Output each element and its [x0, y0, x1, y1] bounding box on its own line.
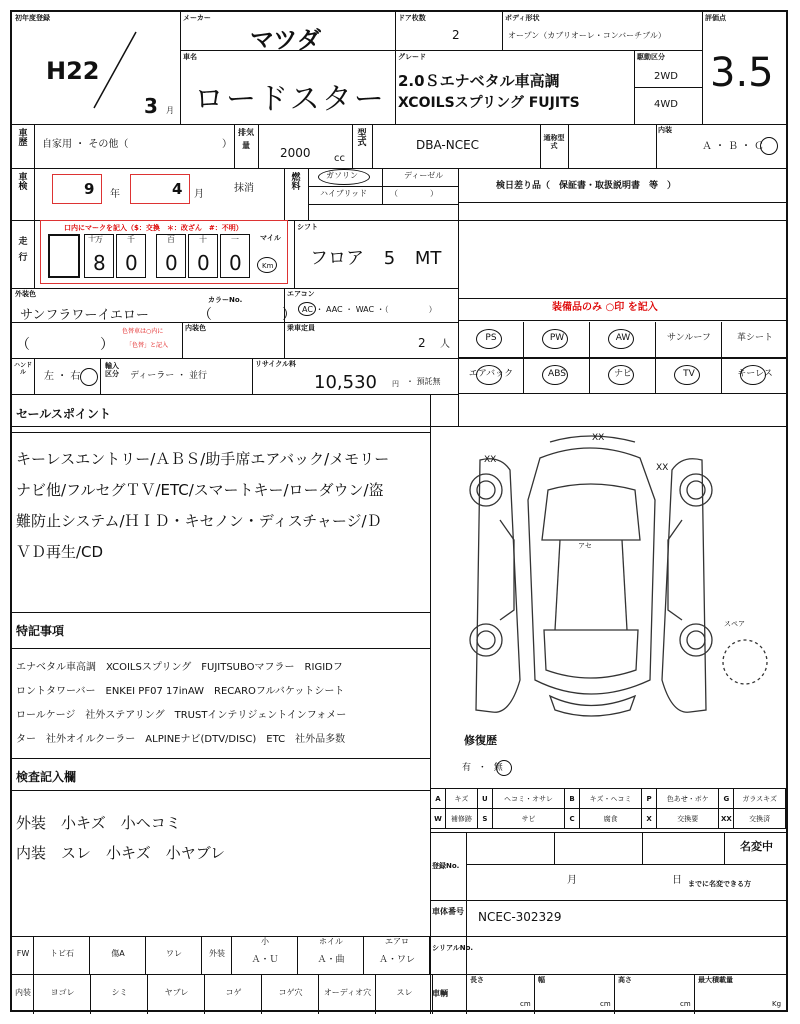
damage-mark: XX	[484, 455, 497, 465]
handle-value: 左 ・ 右	[44, 371, 81, 382]
fw-item-text: トビ石	[50, 949, 74, 958]
equipment-circle	[608, 365, 634, 385]
odometer-cell	[116, 234, 146, 278]
drive-label: 駆動区分	[637, 53, 665, 61]
equipment-label: PS	[485, 333, 497, 343]
legend-code: A	[431, 789, 446, 809]
sales-point-label: セールスポイント	[16, 407, 111, 421]
displacement-label: 排気量	[238, 128, 254, 150]
shift-label: シフト	[297, 223, 318, 231]
legend-desc: キズ	[446, 789, 478, 809]
fuel-label: 燃料	[291, 173, 301, 192]
outer-opt-head: エアロ	[385, 937, 409, 946]
equipment-label: サンルーフ	[667, 333, 711, 343]
outer-opt: Ａ・曲	[317, 955, 345, 965]
grade-label: グレード	[398, 53, 426, 61]
legend-desc: ヘコミ・オサレ	[492, 789, 564, 809]
equipment-label: キーレス	[737, 369, 773, 379]
doors-label: ドア枚数	[398, 14, 426, 22]
odometer-digit: 0	[125, 251, 138, 275]
body-value: オープン（カブリオーレ・コンバーチブル）	[508, 31, 666, 40]
odometer-digit: 0	[197, 251, 210, 275]
odometer-cell	[156, 234, 186, 278]
inner-item	[91, 974, 148, 1014]
insp-year: 9	[84, 180, 95, 198]
outer-opt: Ａ・Ｕ	[251, 955, 279, 965]
included-docs: 検日差り品（ 保証書・取扱説明書 等 ）	[496, 181, 677, 191]
first-reg-year: H22	[46, 57, 100, 85]
fw-item-text: 傷A	[111, 949, 125, 958]
registration-month-unit: 月	[567, 875, 577, 886]
max-load-label: 最大積載量	[698, 976, 733, 984]
grade-line2: XCOILSスプリング FUJITS	[398, 95, 580, 111]
equipment-cell	[722, 358, 788, 394]
legend-desc: 交換要	[657, 809, 719, 829]
legend-code: B	[565, 789, 580, 809]
max-load-unit: Kg	[772, 1000, 782, 1008]
outer-opt-head: 小	[261, 937, 269, 946]
equipment-circle	[542, 329, 568, 349]
equipment-cell	[590, 358, 656, 394]
import-value: ディーラー ・ 並行	[130, 371, 208, 381]
seats-label: 乗車定員	[287, 324, 315, 332]
registration-day-unit: 日	[672, 875, 682, 886]
car-name-value: ロードスター	[194, 82, 386, 117]
model-label: 型式	[357, 129, 367, 148]
chassis-number: NCEC-302329	[478, 910, 562, 924]
color-change-note1: 色替車は○内に	[122, 328, 164, 335]
insp-month: 4	[172, 180, 183, 198]
common-model-label: 通称型式	[543, 134, 565, 150]
inspection-notes-label: 検査記入欄	[16, 770, 77, 784]
legend-code: G	[719, 789, 734, 809]
outer-label-text: 外装	[209, 949, 225, 958]
odometer-digit: 0	[229, 251, 242, 275]
inner-item	[376, 974, 433, 1014]
fw-item-text: ワレ	[166, 949, 182, 958]
seats-value: 2	[418, 336, 426, 350]
first-reg-month: 3	[144, 94, 158, 118]
outer-opt: Ａ・ワレ	[378, 955, 415, 965]
shift-value: フロア 5 MT	[310, 248, 442, 269]
km-circle	[257, 257, 277, 273]
equipment-circle	[740, 365, 766, 385]
repair-label: 修復歴	[464, 734, 497, 747]
serial-label: シリアルNo.	[432, 944, 474, 952]
legend-desc: ガラスキズ	[734, 789, 786, 809]
equipment-cell	[656, 358, 722, 394]
inner-item-text: シミ	[111, 988, 128, 997]
inner-item-text: コゲ	[225, 988, 242, 997]
inner-item	[262, 974, 319, 1014]
legend-desc: 色あせ・ボケ	[657, 789, 719, 809]
legend-code: S	[477, 809, 492, 829]
history-close: ）	[222, 139, 232, 150]
km-label: Km	[262, 262, 274, 270]
fuel-other: （ ）	[390, 189, 438, 198]
odometer-digit: 0	[165, 251, 178, 275]
mileage-note: 口内にマークを記入（$：交換 ＊：改ざん #：不明）	[64, 224, 243, 232]
legend-desc: 腐食	[580, 809, 642, 829]
car-name-label: 車名	[183, 53, 197, 61]
outer-opt-head: ホイル	[319, 937, 343, 946]
legend-row	[431, 809, 786, 829]
odometer-cell	[188, 234, 218, 278]
interior-c-circle	[760, 137, 778, 155]
legend-row	[431, 789, 786, 809]
inner-item-text: オーディオ穴	[323, 988, 372, 997]
equipment-circle	[542, 365, 568, 385]
special-line: ロールケージ 社外ステアリング TRUSTインテリジェントインフォメー	[16, 710, 347, 721]
fw-item	[34, 936, 90, 974]
equipment-label: AW	[615, 333, 631, 343]
inner-item	[34, 974, 91, 1014]
legend-desc: サビ	[492, 809, 564, 829]
spare-label: スペア	[724, 620, 745, 628]
recycle-status: ・ 預託無	[406, 377, 441, 386]
fuel-hybrid: ハイブリッド	[320, 189, 368, 198]
legend-desc: キズ・ヘコミ	[580, 789, 642, 809]
name-change: 名変中	[740, 840, 773, 853]
model-value: DBA-NCEC	[416, 138, 480, 152]
inspection-label: 車検	[18, 173, 28, 192]
history-label: 車歴	[18, 129, 28, 148]
sales-line: ナビ他/フルセグＴＶ/ETC/スマートキー/ローダウン/盗	[16, 481, 384, 499]
handle-right-circle	[80, 368, 98, 386]
special-line: ロントタワーバー ENKEI PF07 17inAW RECAROフルバケットシート	[16, 686, 345, 697]
history-value: 自家用 ・ その他（	[42, 139, 129, 150]
height-label: 高さ	[618, 976, 632, 984]
odometer-unit: 一	[231, 235, 239, 244]
equipment-label: 革シート	[736, 333, 773, 343]
insp-year-unit: 年	[110, 189, 120, 200]
equipment-label: PW	[549, 333, 565, 343]
outer-label	[202, 936, 232, 974]
fuel-gas-circle	[318, 169, 370, 185]
maker-value: マツダ	[250, 26, 322, 54]
length-label: 長さ	[470, 976, 484, 984]
inner-item-text: ヤブレ	[164, 988, 189, 997]
inner-label	[12, 974, 34, 1014]
odometer-unit: 千	[127, 235, 135, 244]
odometer-unit: 万	[95, 235, 103, 244]
color-change-note2: 「色替」と記入	[126, 342, 169, 349]
fw-label-text: FW	[16, 949, 30, 958]
fw-item	[146, 936, 202, 974]
inner-item	[205, 974, 262, 1014]
equipment-label: ナビ	[613, 369, 632, 379]
outer-color-label: 外装色	[15, 290, 36, 298]
insp-year-box	[52, 174, 102, 204]
first-reg-slash	[90, 30, 140, 110]
color-no-label: カラーNo.	[208, 296, 243, 304]
ac-circle	[298, 302, 316, 316]
equipment-cell	[656, 322, 722, 358]
equipment-cell	[590, 322, 656, 358]
odometer-unit: 十	[88, 234, 96, 243]
insp-month-unit: 月	[194, 189, 204, 200]
legend-code: X	[642, 809, 657, 829]
fw-label	[12, 936, 34, 974]
odometer-unit: 百	[167, 235, 175, 244]
fuel-diesel: ディーゼル	[404, 171, 444, 180]
recycle-unit: 円	[392, 380, 399, 388]
inspection-sheet	[10, 10, 788, 1012]
special-notes-text	[16, 656, 346, 752]
damage-legend	[430, 788, 786, 829]
displacement-value: 2000	[280, 146, 311, 160]
equip-header: 装備品のみ ○印 を記入	[552, 302, 658, 313]
equipment-label: ABS	[548, 369, 566, 379]
fuel-gas: ガソリン	[326, 171, 358, 180]
chassis-label: 車体番号	[432, 907, 464, 916]
legend-desc: 交換済	[734, 809, 786, 829]
handle-label: ハンドル	[14, 362, 33, 376]
legend-code: U	[477, 789, 492, 809]
diagram-note: アセ	[578, 542, 592, 550]
maker-label: メーカー	[183, 14, 211, 22]
fw-item	[90, 936, 146, 974]
inner-item-text: スレ	[396, 988, 413, 997]
width-unit: cm	[600, 1000, 611, 1008]
equipment-circle	[674, 365, 700, 385]
equipment-circle	[608, 329, 634, 349]
displacement-unit: cc	[334, 153, 345, 164]
sales-line: キーレスエントリー/ＡＢＳ/助手席エアバック/メモリー	[16, 450, 390, 468]
body-label: ボディ形状	[505, 14, 540, 22]
equipment-cell	[458, 358, 524, 394]
registration-deadline: までに名変できる方	[688, 880, 751, 888]
interior-label: 内装	[658, 126, 672, 134]
import-label: 輸入区分	[105, 362, 119, 378]
inspection-line: 外装 小キズ 小ヘコミ	[16, 814, 181, 832]
legend-code: XX	[719, 809, 734, 829]
registration-label: 登録No.	[432, 862, 460, 870]
odometer-digit: 8	[93, 251, 106, 275]
insp-erased: 抹消	[234, 183, 254, 194]
recycle-label: リサイクル料	[255, 360, 297, 368]
score-label: 評価点	[705, 14, 726, 22]
odometer-cell	[220, 234, 250, 278]
inner-label-text: 内装	[15, 988, 31, 997]
equipment-cell	[524, 358, 590, 394]
damage-mark: XX	[592, 433, 605, 443]
special-line: エナベタル車高調 XCOILSスプリング FUJITSUBOマフラー RIGIDフ	[16, 662, 343, 673]
legend-code: P	[642, 789, 657, 809]
seats-unit: 人	[440, 339, 450, 350]
inner-item	[148, 974, 205, 1014]
inner-item	[319, 974, 376, 1014]
inner-color-label: 内装色	[185, 324, 206, 332]
recycle-amount: 10,530	[314, 372, 377, 393]
equipment-cell	[458, 322, 524, 358]
ac-options: AC ・ AAC ・ WAC ・（ ）	[302, 305, 437, 314]
sales-line: 難防止システム/ＨＩＤ・キセノン・ディスチャージ/Ｄ	[16, 512, 382, 530]
repair-none-circle	[496, 760, 512, 776]
sales-point-text	[16, 444, 389, 568]
inner-item-text: ヨゴレ	[50, 988, 75, 997]
special-line: ター 社外オイルクーラー ALPINEナビ(DTV/DISC) ETC 社外品多数	[16, 734, 346, 745]
doors-value: 2	[452, 28, 460, 42]
color-change-paren: （ ）	[16, 337, 114, 353]
car-damage-diagram	[440, 430, 786, 740]
score-value: 3.5	[710, 50, 774, 96]
width-label: 幅	[538, 976, 545, 984]
equipment-circle	[476, 329, 502, 349]
color-no-paren: （ ）	[198, 307, 296, 323]
equipment-circle	[476, 365, 502, 385]
drive-4wd: 4WD	[654, 99, 678, 110]
mile-label: マイル	[260, 234, 281, 242]
legend-code: W	[431, 809, 446, 829]
length-unit: cm	[520, 1000, 531, 1008]
equipment-cell	[722, 322, 788, 358]
equipment-label: TV	[683, 369, 695, 379]
ac-label: エアコン	[287, 290, 315, 298]
equipment-label: エアバック	[468, 369, 514, 379]
damage-mark: XX	[656, 463, 669, 473]
mileage-label: 走行	[18, 237, 28, 263]
drive-2wd: 2WD	[654, 71, 678, 82]
repair-value: 有 ・ 無	[462, 763, 505, 773]
outer-color-value: サンフラワーイエロー	[20, 308, 149, 323]
height-unit: cm	[680, 1000, 691, 1008]
interior-options: Ａ・Ｂ・Ｃ	[702, 141, 767, 152]
first-reg-label: 初年度登録	[15, 14, 50, 22]
odometer-unit: 十	[199, 235, 207, 244]
legend-code: C	[565, 809, 580, 829]
special-notes-label: 特記事項	[16, 624, 65, 638]
inner-item-text: コゲ穴	[278, 988, 303, 997]
dims-label: 車輌	[432, 989, 448, 998]
grade-line1: 2.0Ｓエナベタル車高調	[398, 72, 560, 90]
equipment-cell	[524, 322, 590, 358]
inspection-line: 内装 スレ 小キズ 小ヤブレ	[16, 844, 226, 862]
month-unit: 月	[166, 106, 174, 115]
sales-line: ＶＤ再生/CD	[16, 543, 104, 561]
inspection-notes-text	[16, 808, 225, 868]
legend-desc: 補修跡	[446, 809, 478, 829]
